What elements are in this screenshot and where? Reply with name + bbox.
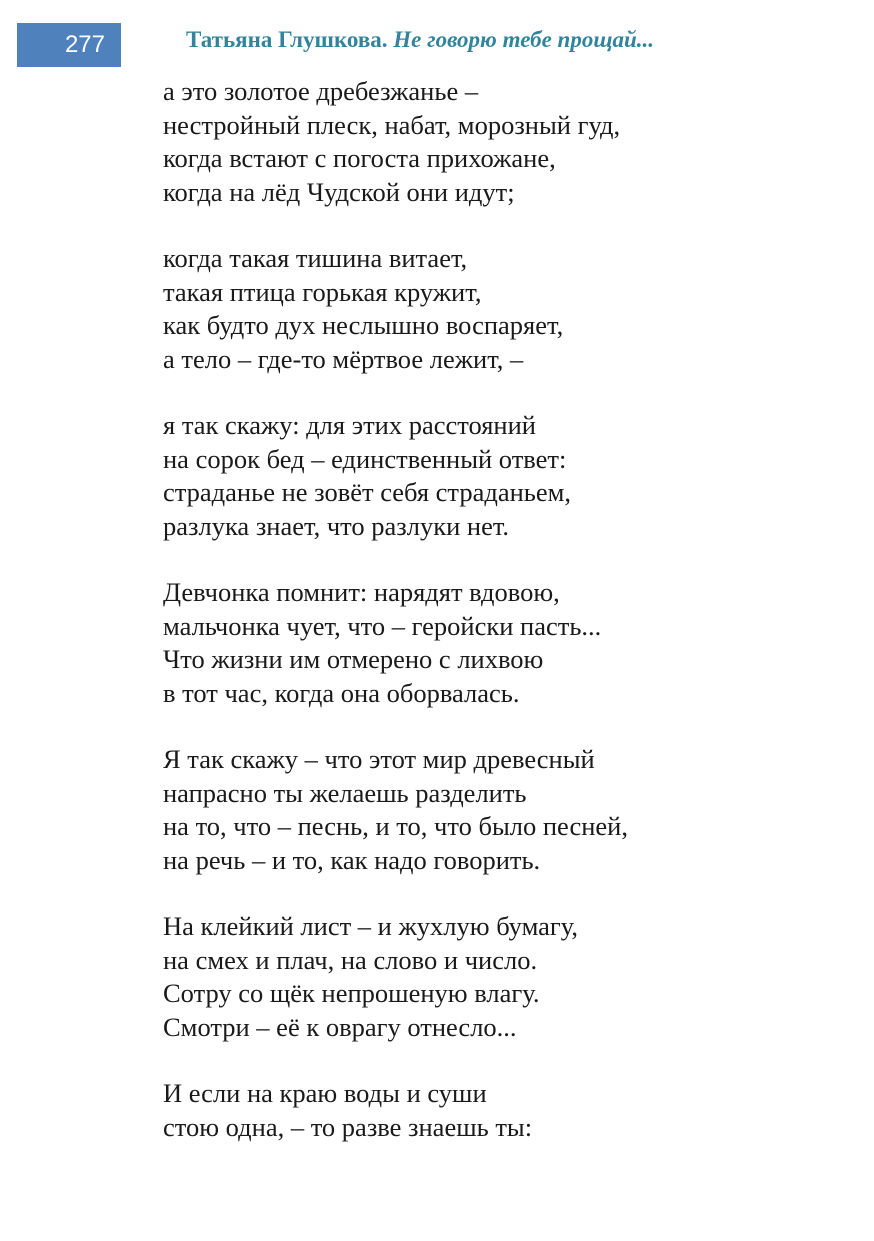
poem-line: на смех и плач, на слово и число. <box>163 944 538 975</box>
page-number-badge: 277 <box>17 23 121 67</box>
poem-line: я так скажу: для этих расстояний <box>163 410 536 440</box>
poem-stanza <box>163 1077 628 1144</box>
header-author: Татьяна Глушкова. <box>186 27 388 52</box>
poem-line: И если на краю воды и суши <box>163 1078 487 1108</box>
poem-line: На клейкий лист – и жухлую бумагу, <box>163 911 579 941</box>
poem-line: напрасно ты желаешь разделить <box>163 777 527 808</box>
poem-line: а это золотое дребезжанье – <box>163 76 479 106</box>
poem-text <box>163 75 628 1177</box>
poem-line: разлука знает, что разлуки нет. <box>163 510 510 541</box>
poem-line: когда встают с погоста прихожане, <box>163 143 556 173</box>
poem-line: Что жизни им отмерено с лихвою <box>163 644 544 674</box>
poem-line: Девчонка помнит: нарядят вдовою, <box>163 577 560 607</box>
header-book-title: Не говорю тебе прощай... <box>393 27 655 52</box>
poem-line: когда на лёд Чудской они идут; <box>163 176 515 207</box>
poem-line: в тот час, когда она оборвалась. <box>163 677 520 708</box>
poem-line: как будто дух неслышно воспаряет, <box>163 310 564 340</box>
poem-line: Я так скажу – что этот мир древесный <box>163 744 595 774</box>
poem-line: на то, что – песнь, и то, что было песней, <box>163 811 628 841</box>
running-header <box>186 25 654 55</box>
poem-line: на речь – и то, как надо говорить. <box>163 844 541 875</box>
poem-stanza <box>163 409 628 543</box>
poem-stanza <box>163 75 628 209</box>
poem-line: Смотри – её к оврагу отнесло... <box>163 1011 517 1042</box>
poem-stanza <box>163 743 628 877</box>
poem-line: Сотру со щёк непрошеную влагу. <box>163 978 540 1008</box>
poem-line: когда такая тишина витает, <box>163 243 468 273</box>
poem-line: такая птица горькая кружит, <box>163 276 482 307</box>
poem-line: мальчонка чует, что – геройски пасть... <box>163 610 602 641</box>
poem-line: стою одна, – то разве знаешь ты: <box>163 1111 533 1142</box>
poem-line: а тело – где-то мёртвое лежит, – <box>163 343 524 374</box>
poem-stanza <box>163 242 628 376</box>
poem-line: нестройный плеск, набат, морозный гуд, <box>163 109 621 140</box>
poem-line: страданье не зовёт себя страданьем, <box>163 477 572 507</box>
poem-stanza <box>163 910 628 1044</box>
poem-stanza <box>163 576 628 710</box>
poem-line: на сорок бед – единственный ответ: <box>163 443 567 474</box>
